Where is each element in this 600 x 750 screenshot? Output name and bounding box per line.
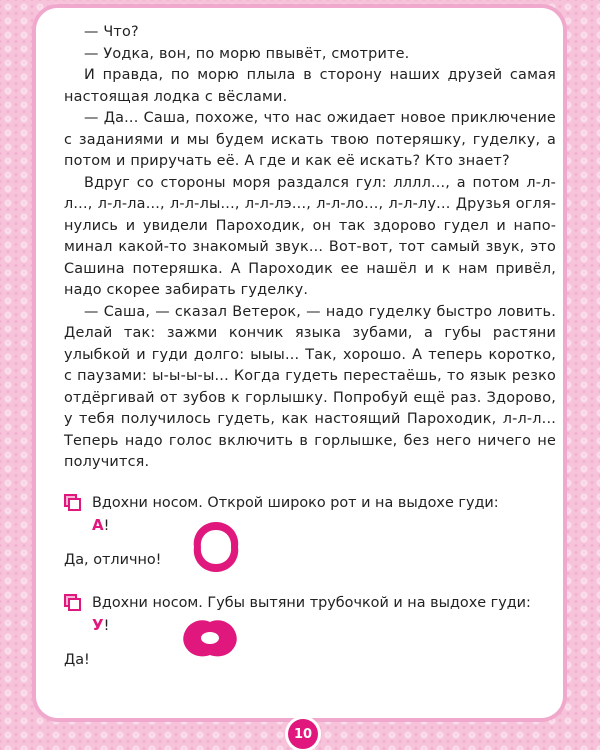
task-1-mark: ! <box>103 518 110 534</box>
task-1-instruction: Вдохни носом. Открой широко рот и на выдохе гуди: <box>92 495 499 511</box>
task-1-vowel: А <box>92 516 104 534</box>
open-lips-icon <box>190 520 242 574</box>
story-paragraph: И правда, по морю плыла в сторону наших друзей самая настоящая лодка с вёслами. <box>64 67 556 105</box>
task-2-instruction: Вдохни носом. Губы вытяни трубочкой и на выдохе гуди: <box>92 595 531 611</box>
task-2-vowel: У <box>92 616 104 634</box>
task-2-mark: ! <box>103 618 110 634</box>
story-text <box>64 22 556 474</box>
story-paragraph: Вдруг со стороны моря раздался гул: лллл..., а потом л-л-л..., л-л-ла..., л-л-лы..., л-л-лэ..., л-л-ло..., л-л-лу... Друзья оглянулись и увидели Пароходик, он так здорово гудел и напоминал какой-то знакомый звук... Вот-вот, тот самый звук, это Сашина потеряшка. А Пароходик ее нашёл и к нам привёл, надо скорее забирать гуделку. <box>64 174 556 298</box>
story-paragraph: — Да... Саша, похоже, что нас ожидает новое приключение с заданиями и мы будем искать твою потеряшку, гуделку, а потом и приручать её. А где и как её искать? Кто знает? <box>64 110 556 169</box>
task-2-praise: Да! <box>64 652 90 668</box>
story-line: — Что? <box>84 24 139 40</box>
task-2 <box>64 592 556 671</box>
task-checkbox-icon <box>64 594 78 608</box>
task-1-praise: Да, отлично! <box>64 552 162 568</box>
task-checkbox-icon <box>64 494 78 508</box>
story-line: — Уодка, вон, по морю пвывёт, смотрите. <box>84 45 410 62</box>
rounded-lips-icon <box>182 618 238 658</box>
task-1 <box>64 492 556 571</box>
story-paragraph: — Саша, — сказал Ветерок, — надо гуделку быстро ловить. Делай так: зажми кончик языка зубами, а губы растяни улыбкой и гуди долго: ыыы... Так, хорошо. А теперь коротко, с паузами: ы-ы-ы-ы... Когда гудеть перестаёшь, то язык резко отдёргивай от зубов к горлышку. Попробуй ещё раз. Здорово, у тебя получилось гудеть, как настоящий Пароходик, л-л-л... Теперь надо голос включить в горлышке, без него ничего не получится. <box>64 303 556 470</box>
page-number: 10 <box>288 719 318 749</box>
